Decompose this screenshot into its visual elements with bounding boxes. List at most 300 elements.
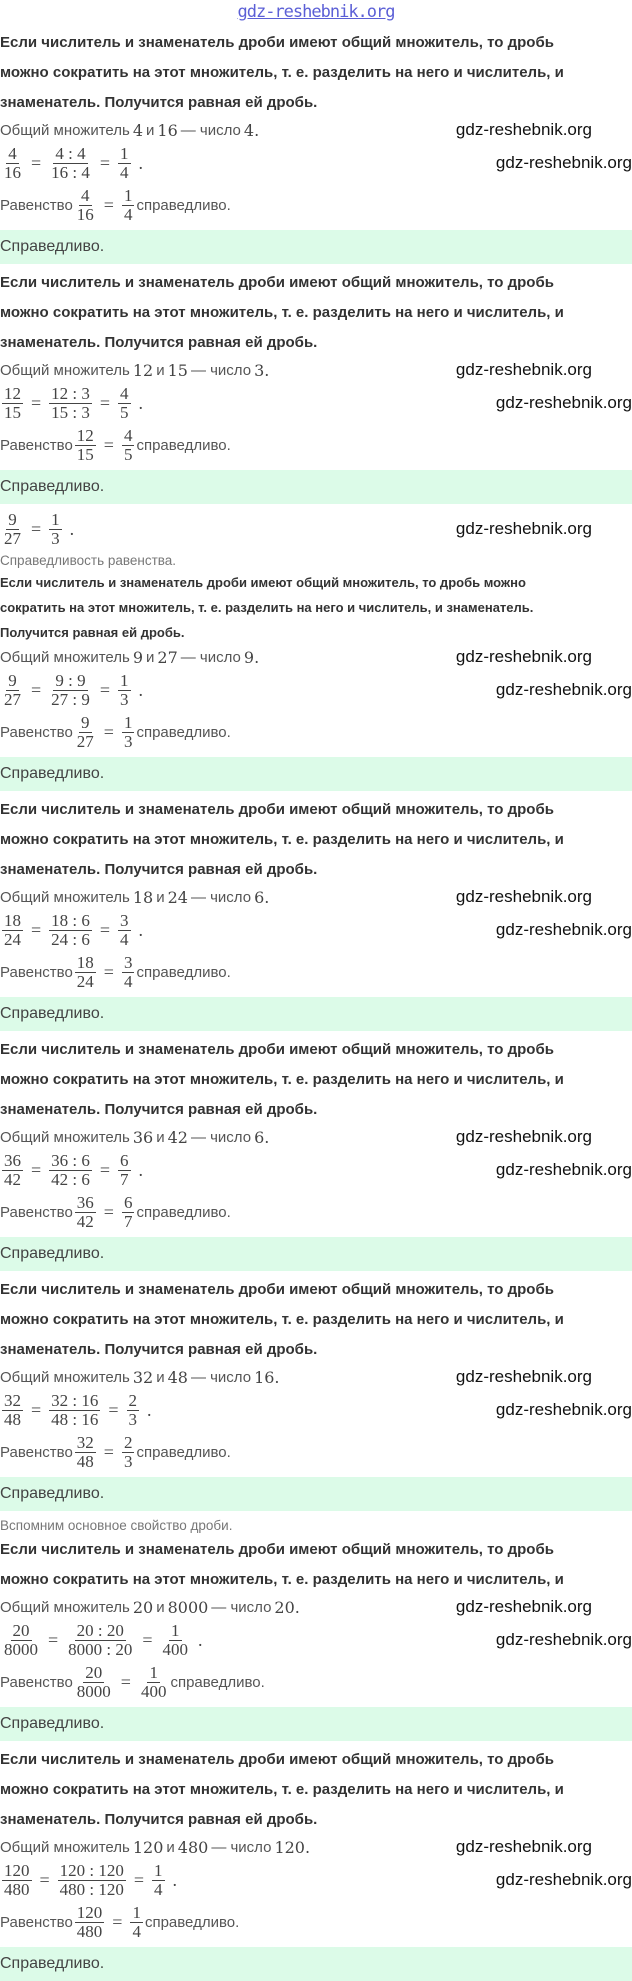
fraction	[49, 511, 62, 548]
label: Равенство	[0, 963, 73, 981]
label: — число	[190, 888, 252, 906]
label: справедливо.	[136, 963, 231, 981]
fraction	[2, 511, 23, 548]
denominator: 15	[76, 444, 94, 464]
reduction-equation	[0, 1149, 632, 1191]
reduction-equation	[0, 382, 632, 424]
solution-section	[0, 504, 632, 791]
denominator: 42 : 6	[51, 1169, 90, 1189]
site-watermark: gdz-reshebnik.org	[455, 1597, 592, 1616]
common-factor-line	[0, 1835, 632, 1859]
number: 36	[132, 1127, 154, 1147]
reduction-equation	[0, 669, 632, 711]
rule-text-line: знаменатель. Получится равная ей дробь.	[0, 861, 318, 878]
denominator: 7	[120, 1169, 129, 1189]
denominator: 400	[140, 1681, 167, 1701]
common-factor-line	[0, 885, 632, 909]
denominator: 42	[4, 1169, 21, 1189]
denominator: 5	[123, 444, 133, 464]
site-watermark: gdz-reshebnik.org	[455, 647, 592, 666]
numerator: 20	[85, 1662, 103, 1682]
rule-text-line: Если числитель и знаменатель дроби имеют общий множитель, то дробь	[0, 801, 554, 818]
fraction	[122, 187, 135, 224]
fraction	[49, 1152, 92, 1189]
label: и	[146, 121, 155, 139]
rule-text-line: знаменатель. Получится равная ей дробь.	[0, 1101, 318, 1118]
numerator: 120 : 120	[59, 1860, 124, 1880]
equals-sign: =	[31, 1399, 42, 1420]
equality-statement	[0, 951, 632, 993]
label: справедливо.	[136, 723, 231, 741]
rule-text-line: Если числитель и знаменатель дроби имеют общий множитель, то дробь	[0, 1541, 554, 1558]
fraction	[2, 912, 23, 949]
fraction	[2, 1392, 23, 1429]
label: Равенство	[0, 196, 73, 214]
equals-sign: =	[103, 721, 114, 742]
equals-sign: =	[103, 1201, 114, 1222]
number: 120.	[274, 1837, 311, 1857]
equality-statement	[0, 1191, 632, 1233]
denominator: 4	[123, 971, 133, 991]
label: Общий множитель	[0, 1128, 130, 1146]
numerator: 1	[149, 1662, 158, 1682]
common-factor-line	[0, 118, 632, 142]
label: и	[156, 1128, 165, 1146]
number: 20	[132, 1597, 154, 1617]
denominator: 4	[132, 1921, 141, 1941]
label: — число	[180, 121, 241, 139]
label: — число	[211, 1598, 272, 1616]
fraction	[49, 1392, 100, 1429]
label: Общий множитель	[0, 1368, 130, 1386]
fraction	[75, 427, 96, 464]
equals-sign: =	[108, 1399, 119, 1420]
numerator: 18 : 6	[51, 910, 90, 930]
solution-section	[0, 1271, 632, 1511]
numerator: 2	[123, 1432, 133, 1452]
label: и	[156, 888, 165, 906]
fraction	[49, 912, 92, 949]
fraction	[75, 187, 96, 224]
fraction	[49, 385, 92, 422]
rule-text-line: можно сократить на этот множитель, т. е. разделить на него и числитель, и	[0, 1071, 564, 1088]
fraction	[2, 672, 23, 709]
answer-box: Справедливо.	[0, 1477, 632, 1511]
numerator: 12 : 3	[51, 383, 90, 403]
denominator: 27 : 9	[51, 689, 90, 709]
denominator: 4	[120, 162, 129, 182]
label: справедливо.	[136, 1443, 231, 1461]
fraction	[130, 1904, 143, 1941]
numerator: 4 : 4	[55, 143, 86, 163]
denominator: 24	[4, 929, 21, 949]
denominator: 16	[76, 204, 94, 224]
rule-text-line: можно сократить на этот множитель, т. е. разделить на него и числитель, и	[0, 831, 564, 848]
site-watermark: gdz-reshebnik.org	[455, 1367, 592, 1386]
rule-text-line: знаменатель. Получится равная ей дробь.	[0, 94, 318, 111]
equals-sign: =	[31, 152, 42, 173]
denominator: 3	[51, 528, 60, 548]
fraction	[75, 1434, 96, 1471]
fraction	[2, 1152, 23, 1189]
reduction-equation	[0, 1859, 632, 1901]
numerator: 1	[171, 1620, 180, 1640]
numerator: 18	[76, 952, 94, 972]
label: Общий множитель	[0, 1838, 130, 1856]
number: 9	[132, 647, 144, 667]
reduction-equation	[0, 142, 632, 184]
label: Равенство	[0, 436, 73, 454]
denominator: 3	[123, 1451, 133, 1471]
equality-statement	[0, 1901, 632, 1943]
denominator: 400	[162, 1639, 189, 1659]
denominator: 24 : 6	[51, 929, 90, 949]
fraction	[118, 385, 131, 422]
common-factor-line	[0, 358, 632, 382]
fraction	[139, 1664, 169, 1701]
number: 12	[132, 360, 154, 380]
numerator: 1	[154, 1860, 163, 1880]
solution-section	[0, 791, 632, 1031]
rule-text-line: Если числитель и знаменатель дроби имеют общий множитель, то дробь	[0, 1751, 554, 1768]
denominator: 4	[120, 929, 129, 949]
site-watermark: gdz-reshebnik.org	[495, 153, 632, 172]
number: 480	[177, 1837, 209, 1857]
site-watermark: gdz-reshebnik.org	[455, 1837, 592, 1856]
intro-note: Вспомним основное свойство дроби.	[0, 1517, 233, 1533]
denominator: 42	[76, 1211, 94, 1231]
period: .	[138, 679, 144, 700]
label: справедливо.	[170, 1673, 265, 1691]
fraction	[75, 1904, 105, 1941]
label: справедливо.	[136, 1203, 231, 1221]
rule-text-line: можно сократить на этот множитель, т. е. разделить на него и числитель, и	[0, 1571, 564, 1588]
number: 18	[132, 887, 154, 907]
solution-section	[0, 264, 632, 504]
rule-text-line: сократить на этот множитель, т. е. разделить на него и числитель, и знаменатель.	[0, 600, 534, 615]
period: .	[147, 1399, 152, 1420]
equality-statement	[0, 711, 632, 753]
number: 16	[157, 120, 178, 140]
answer-box: Справедливо.	[0, 997, 632, 1031]
numerator: 4	[8, 143, 17, 163]
label: Общий множитель	[0, 888, 130, 906]
denominator: 480 : 120	[59, 1879, 124, 1899]
number: 3.	[254, 360, 270, 380]
numerator: 9	[81, 712, 90, 732]
answer-box: Справедливо.	[0, 757, 632, 791]
site-watermark: gdz-reshebnik.org	[495, 1630, 632, 1649]
equals-sign: =	[120, 1671, 131, 1692]
fraction	[122, 954, 135, 991]
fraction	[2, 385, 23, 422]
fraction	[152, 1862, 165, 1899]
solution-section	[0, 1511, 632, 1741]
reduction-equation	[0, 1389, 632, 1431]
label: — число	[190, 1368, 252, 1386]
site-watermark: gdz-reshebnik.org	[495, 393, 632, 412]
numerator: 32 : 16	[51, 1390, 99, 1410]
numerator: 1	[123, 712, 133, 732]
number: 6.	[254, 887, 270, 907]
fraction	[118, 145, 131, 182]
denominator: 16 : 4	[51, 162, 90, 182]
equals-sign: =	[48, 1629, 59, 1650]
site-watermark: gdz-reshebnik.org	[455, 120, 592, 139]
equality-statement	[0, 1431, 632, 1473]
period: .	[138, 1159, 144, 1180]
site-watermark: gdz-reshebnik.org	[495, 1400, 632, 1419]
pre-equation	[0, 508, 632, 550]
denominator: 7	[123, 1211, 133, 1231]
fraction	[2, 145, 23, 182]
denominator: 16	[4, 162, 21, 182]
label: Равенство	[0, 1443, 73, 1461]
label: и	[156, 1368, 165, 1386]
fraction	[75, 1194, 96, 1231]
numerator: 120	[76, 1902, 103, 1922]
intro-note: Справедливость равенства.	[0, 552, 177, 568]
site-watermark: gdz-reshebnik.org	[455, 1127, 592, 1146]
numerator: 4	[81, 185, 90, 205]
label: Равенство	[0, 1203, 73, 1221]
fraction	[122, 1434, 135, 1471]
fraction	[75, 954, 96, 991]
denominator: 4	[154, 1879, 163, 1899]
numerator: 1	[120, 670, 129, 690]
number: 42	[167, 1127, 188, 1147]
denominator: 8000	[4, 1639, 38, 1659]
rule-text-line: можно сократить на этот множитель, т. е. разделить на него и числитель, и	[0, 1311, 564, 1328]
rule-text-line: Если числитель и знаменатель дроби имеют общий множитель, то дробь	[0, 274, 554, 291]
denominator: 27	[4, 528, 21, 548]
equals-sign: =	[39, 1869, 50, 1890]
reduction-equation	[0, 1619, 632, 1661]
denominator: 480	[4, 1879, 30, 1899]
equals-sign: =	[103, 1441, 114, 1462]
numerator: 3	[120, 910, 129, 930]
fraction	[161, 1622, 191, 1659]
fraction	[75, 1664, 113, 1701]
rule-text-line: Если числитель и знаменатель дроби имеют общий множитель, то дробь	[0, 1281, 554, 1298]
fraction	[49, 145, 92, 182]
label: Общий множитель	[0, 121, 130, 139]
numerator: 32	[4, 1390, 21, 1410]
equals-sign: =	[133, 1869, 145, 1890]
label: и	[156, 361, 165, 379]
number: 27	[157, 647, 178, 667]
label: — число	[211, 1838, 272, 1856]
label: Общий множитель	[0, 361, 130, 379]
equals-sign: =	[31, 392, 42, 413]
numerator: 120	[4, 1860, 30, 1880]
number: 24	[167, 887, 188, 907]
rule-text-line: Если числитель и знаменатель дроби имеют общий множитель, то дробь	[0, 34, 554, 51]
answer-box: Справедливо.	[0, 1707, 632, 1741]
label: и	[156, 1598, 165, 1616]
number: 32	[132, 1367, 154, 1387]
denominator: 480	[76, 1921, 103, 1941]
number: 6.	[254, 1127, 270, 1147]
fraction	[122, 427, 135, 464]
number: 4.	[243, 120, 260, 140]
equals-sign: =	[142, 1629, 153, 1650]
answer-box: Справедливо.	[0, 1237, 632, 1271]
fraction	[2, 1862, 32, 1899]
number: 120	[132, 1837, 164, 1857]
fraction	[127, 1392, 140, 1429]
reduction-equation	[0, 909, 632, 951]
numerator: 36	[76, 1192, 94, 1212]
number: 15	[167, 360, 188, 380]
label: Равенство	[0, 1913, 73, 1931]
label: справедливо.	[144, 1913, 240, 1931]
equals-sign: =	[99, 1159, 111, 1180]
equals-sign: =	[103, 961, 114, 982]
label: Общий множитель	[0, 648, 130, 666]
site-watermark-header: gdz-reshebnik.org	[237, 2, 395, 22]
number: 16.	[254, 1367, 280, 1387]
equality-statement	[0, 1661, 632, 1703]
equals-sign: =	[31, 1159, 42, 1180]
denominator: 3	[128, 1409, 138, 1429]
equality-statement	[0, 184, 632, 226]
numerator: 1	[132, 1902, 141, 1922]
denominator: 3	[123, 731, 133, 751]
equals-sign: =	[112, 1911, 123, 1932]
denominator: 48	[4, 1409, 21, 1429]
solution-section	[0, 1741, 632, 1981]
numerator: 20	[12, 1620, 30, 1640]
label: справедливо.	[136, 196, 231, 214]
period: .	[138, 392, 144, 413]
site-watermark: gdz-reshebnik.org	[455, 360, 592, 379]
numerator: 32	[76, 1432, 94, 1452]
equals-sign: =	[99, 919, 111, 940]
fraction	[75, 714, 96, 751]
denominator: 15	[4, 402, 21, 422]
denominator: 5	[120, 402, 129, 422]
answer-box: Справедливо.	[0, 470, 632, 504]
rule-text-line: знаменатель. Получится равная ей дробь.	[0, 1341, 318, 1358]
fraction	[49, 672, 92, 709]
label: справедливо.	[136, 436, 231, 454]
label: Равенство	[0, 1673, 73, 1691]
period: .	[172, 1869, 178, 1890]
numerator: 36	[4, 1150, 21, 1170]
fraction	[122, 1194, 135, 1231]
rule-text-line: Получится равная ей дробь.	[0, 625, 185, 640]
site-watermark: gdz-reshebnik.org	[455, 519, 592, 538]
equals-sign: =	[99, 152, 111, 173]
denominator: 8000 : 20	[68, 1639, 133, 1659]
solution-section	[0, 1031, 632, 1271]
numerator: 12	[4, 383, 21, 403]
equals-sign: =	[99, 392, 111, 413]
solution-section	[0, 24, 632, 264]
period: .	[138, 152, 144, 173]
common-factor-line	[0, 1595, 632, 1619]
equals-sign: =	[99, 679, 111, 700]
document-content	[0, 24, 632, 1981]
period: .	[69, 518, 75, 539]
site-watermark: gdz-reshebnik.org	[455, 887, 592, 906]
denominator: 4	[123, 204, 133, 224]
numerator: 12	[76, 425, 94, 445]
number: 48	[167, 1367, 188, 1387]
number: 4	[132, 120, 144, 140]
site-watermark: gdz-reshebnik.org	[495, 920, 632, 939]
denominator: 15 : 3	[51, 402, 90, 422]
numerator: 6	[123, 1192, 133, 1212]
denominator: 24	[76, 971, 94, 991]
label: — число	[180, 648, 241, 666]
numerator: 9	[8, 509, 17, 529]
label: и	[166, 1838, 175, 1856]
numerator: 18	[4, 910, 21, 930]
numerator: 4	[120, 383, 129, 403]
number: 20.	[274, 1597, 300, 1617]
common-factor-line	[0, 1365, 632, 1389]
numerator: 20 : 20	[76, 1620, 124, 1640]
label: — число	[190, 361, 252, 379]
fraction	[66, 1622, 134, 1659]
denominator: 3	[120, 689, 129, 709]
equals-sign: =	[103, 434, 114, 455]
answer-box: Справедливо.	[0, 230, 632, 264]
denominator: 27	[4, 689, 21, 709]
period: .	[198, 1629, 203, 1650]
common-factor-line	[0, 645, 632, 669]
numerator: 3	[123, 952, 133, 972]
numerator: 36 : 6	[51, 1150, 90, 1170]
site-watermark: gdz-reshebnik.org	[495, 1870, 632, 1889]
equals-sign: =	[103, 194, 114, 215]
rule-text-line: можно сократить на этот множитель, т. е. разделить на него и числитель, и	[0, 304, 564, 321]
denominator: 48	[76, 1451, 94, 1471]
numerator: 9	[8, 670, 17, 690]
number: 8000	[167, 1597, 209, 1617]
answer-box: Справедливо.	[0, 1947, 632, 1981]
equality-statement	[0, 424, 632, 466]
number: 9.	[243, 647, 260, 667]
fraction	[118, 912, 131, 949]
numerator: 1	[120, 143, 129, 163]
numerator: 6	[120, 1150, 129, 1170]
period: .	[138, 919, 144, 940]
fraction	[122, 714, 135, 751]
label: — число	[190, 1128, 252, 1146]
numerator: 1	[51, 509, 60, 529]
denominator: 48 : 16	[51, 1409, 99, 1429]
common-factor-line	[0, 1125, 632, 1149]
site-watermark: gdz-reshebnik.org	[495, 680, 632, 699]
fraction	[118, 672, 131, 709]
rule-text-line: можно сократить на этот множитель, т. е. разделить на него и числитель, и	[0, 64, 564, 81]
fraction	[58, 1862, 126, 1899]
numerator: 2	[128, 1390, 138, 1410]
label: Равенство	[0, 723, 73, 741]
fraction	[118, 1152, 131, 1189]
label: Общий множитель	[0, 1598, 130, 1616]
equals-sign: =	[31, 679, 42, 700]
rule-text-line: Если числитель и знаменатель дроби имеют общий множитель, то дробь можно	[0, 575, 526, 590]
equals-sign: =	[31, 518, 42, 539]
site-watermark: gdz-reshebnik.org	[495, 1160, 632, 1179]
rule-text-line: Если числитель и знаменатель дроби имеют общий множитель, то дробь	[0, 1041, 554, 1058]
rule-text-line: можно сократить на этот множитель, т. е. разделить на него и числитель, и	[0, 1781, 564, 1798]
rule-text-line: знаменатель. Получится равная ей дробь.	[0, 1811, 318, 1828]
